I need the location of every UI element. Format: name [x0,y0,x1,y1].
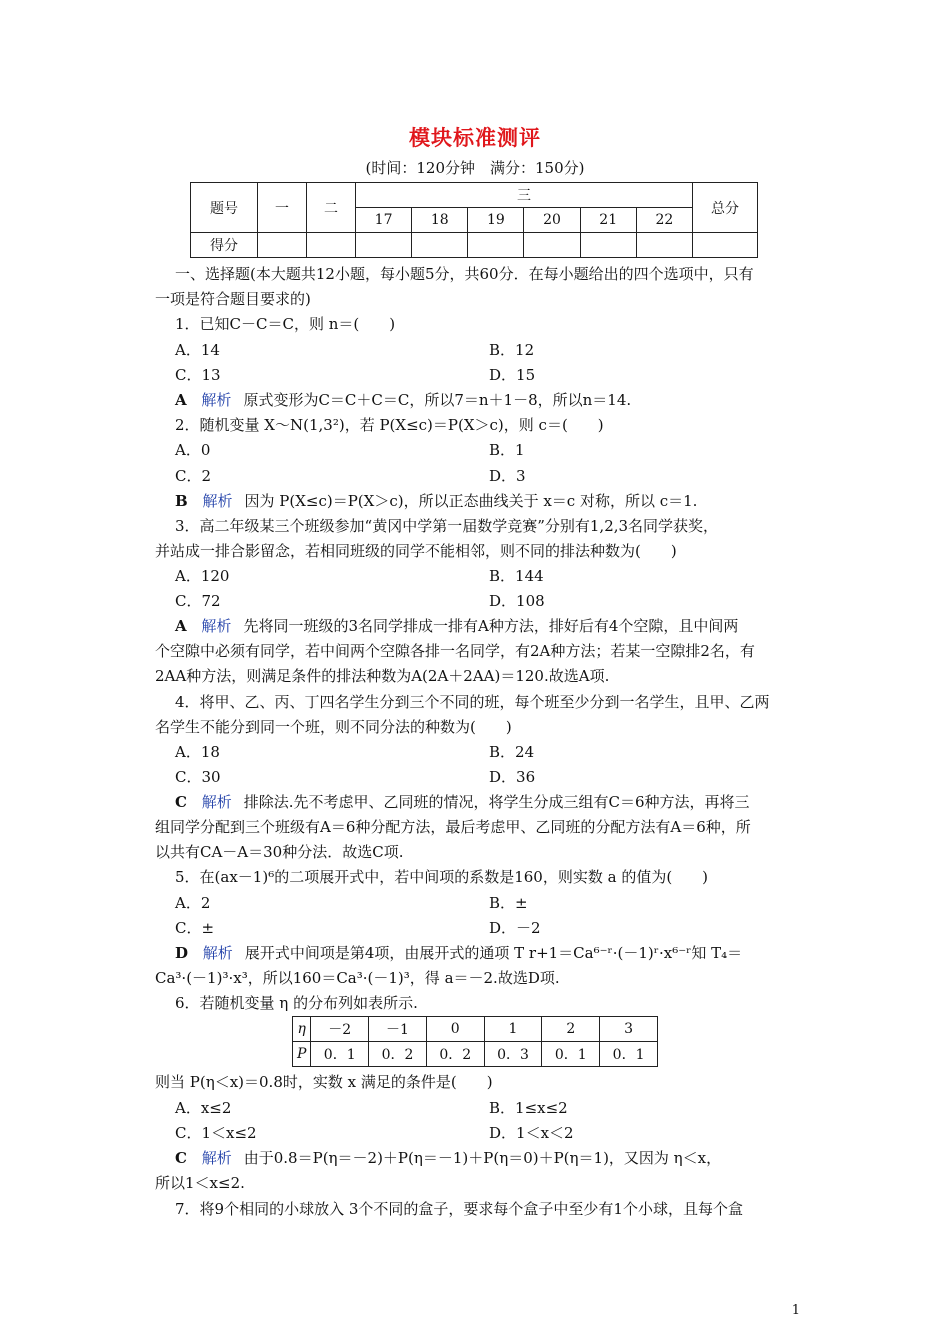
score-cell [524,233,580,258]
score-num: 19 [468,208,524,233]
q4-option-c: C．30 [175,768,221,786]
q1-explanation [175,390,631,410]
score-cell [307,233,356,258]
q3-option-a: A．120 [175,567,230,585]
question-3-stem: 3．高二年级某三个班级参加“黄冈中学第一届数学竞赛”分别有1,2,3名同学获奖， [175,517,719,535]
p-value: 0．2 [426,1042,484,1067]
analysis-text: 排除法.先不考虑甲、乙同班的情况，将学生分成三组有C＝6种方法，再将三 [243,793,750,811]
analysis-label: 解析 [202,944,233,962]
q4-explanation-cont: 以共有CA－A＝30种分法．故选C项. [155,843,404,861]
analysis-label: 解析 [201,793,232,811]
q5-option-b: B．± [489,894,528,912]
q5-option-a: A．2 [175,894,211,912]
score-cell [580,233,636,258]
eta-value: 0 [426,1017,484,1042]
p-label: P [293,1042,311,1067]
q1-option-a: A．14 [175,341,220,359]
q2-option-c: C．2 [175,467,212,485]
p-value: 0．3 [484,1042,542,1067]
eta-value: 3 [600,1017,658,1042]
analysis-text: 先将同一班级的3名同学排成一排有A种方法，排好后有4个空隙，且中间两 [243,617,739,635]
q6-option-d: D．1＜x＜2 [489,1124,574,1142]
q6-explanation-cont: 所以1＜x≤2. [155,1174,245,1192]
score-cell [468,233,524,258]
analysis-label: 解析 [201,1149,232,1167]
answer-letter: C [175,1149,187,1167]
score-cell [636,233,692,258]
score-cell [693,233,758,258]
analysis-label: 解析 [202,492,233,510]
question-4-stem: 4．将甲、乙、丙、丁四名学生分到三个不同的班，每个班至少分到一名学生，且甲、乙两 [175,693,770,711]
p-value: 0．2 [369,1042,427,1067]
question-2-stem: 2．随机变量 X～N(1,3²)，若 P(X≤c)＝P(X＞c)，则 c＝( ) [175,416,604,434]
answer-letter: C [175,793,187,811]
question-3-stem-cont: 并站成一排合影留念，若相同班级的同学不能相邻，则不同的排法种数为( ) [155,542,677,560]
q4-option-d: D．36 [489,768,536,786]
score-cell [412,233,468,258]
score-num: 17 [356,208,412,233]
score-num: 18 [412,208,468,233]
answer-letter: B [175,492,188,510]
q3-explanation-cont: 2AA种方法，则满足条件的排法种数为A(2A＋2AA)＝120.故选A项. [155,667,610,685]
q1-option-b: B．12 [489,341,535,359]
q4-explanation [175,792,750,812]
score-cell [258,233,307,258]
q5-option-c: C．± [175,919,215,937]
q2-option-b: B．1 [489,441,525,459]
score-num: 20 [524,208,580,233]
q5-explanation [175,943,742,963]
q3-explanation [175,616,738,636]
page-title: 模块标准测评 [409,125,541,150]
q6-option-a: A．x≤2 [175,1099,232,1117]
score-cell [356,233,412,258]
analysis-text: 因为 P(X≤c)＝P(X＞c)，所以正态曲线关于 x＝c 对称，所以 c＝1. [244,492,698,510]
question-6-stem-cont: 则当 P(η＜x)＝0.8时，实数 x 满足的条件是( ) [155,1073,493,1091]
q5-option-d: D．－2 [489,919,541,937]
p-value: 0．1 [542,1042,600,1067]
question-4-stem-cont: 名学生不能分到同一个班，则不同分法的种数为( ) [155,718,512,736]
p-value: 0．1 [311,1042,369,1067]
q2-option-d: D．3 [489,467,526,485]
analysis-label: 解析 [201,391,232,409]
q3-option-c: C．72 [175,592,221,610]
page-number: 1 [791,1303,800,1318]
q5-explanation-cont: Ca³·(－1)³·x³，所以160＝Ca³·(－1)³，得 a＝－2.故选D项. [155,969,560,987]
section-heading-cont: 一项是符合题目要求的) [155,290,311,308]
q2-explanation [175,491,697,511]
distribution-table [292,1016,658,1067]
analysis-text: 原式变形为C＝C＋C＝C，所以7＝n＋1－8，所以n＝14. [243,391,632,409]
eta-label: η [293,1017,311,1042]
eta-value: 1 [484,1017,542,1042]
score-header-defen: 得分 [191,233,258,258]
score-table [190,182,758,258]
question-6-stem: 6．若随机变量 η 的分布列如表所示. [175,994,418,1012]
eta-value: －2 [311,1017,369,1042]
analysis-text: 展开式中间项是第4项，由展开式的通项 T r+1＝Ca⁶⁻ʳ·(－1)ʳ·x⁶⁻ʳ知 T₄＝ [244,944,743,962]
analysis-text: 由于0.8＝P(η＝－2)＋P(η＝－1)＋P(η＝0)＋P(η＝1)，又因为 η＜x， [243,1149,722,1167]
eta-value: －1 [369,1017,427,1042]
section-heading: 一、选择题(本大题共12小题，每小题5分，共60分．在每小题给出的四个选项中，只有 [175,265,754,283]
answer-letter: A [175,391,187,409]
q2-option-a: A．0 [175,441,211,459]
score-header-1: 一 [258,183,307,233]
q4-option-b: B．24 [489,743,535,761]
score-header-total: 总分 [693,183,758,233]
question-1-stem: 1．已知C－C＝C，则 n＝( ) [175,315,396,333]
answer-letter: D [175,944,189,962]
exam-info: (时间：120分钟 满分：150分) [365,159,585,177]
score-header-tihao: 题号 [191,183,258,233]
q6-option-b: B．1≤x≤2 [489,1099,568,1117]
question-5-stem: 5．在(ax－1)⁶的二项展开式中，若中间项的系数是160，则实数 a 的值为( ) [175,868,709,886]
q1-option-d: D．15 [489,366,536,384]
score-header-2: 二 [307,183,356,233]
answer-letter: A [175,617,187,635]
p-value: 0．1 [600,1042,658,1067]
q6-option-c: C．1＜x≤2 [175,1124,257,1142]
score-num: 21 [580,208,636,233]
q1-option-c: C．13 [175,366,221,384]
q6-explanation [175,1148,721,1168]
score-num: 22 [636,208,692,233]
q3-explanation-cont: 个空隙中必须有同学，若中间两个空隙各排一名同学，有2A种方法；若某一空隙排2名，有 [155,642,755,660]
q3-option-b: B．144 [489,567,544,585]
q3-option-d: D．108 [489,592,545,610]
question-7-stem: 7．将9个相同的小球放入 3个不同的盒子，要求每个盒子中至少有1个小球，且每个盒 [175,1200,743,1218]
eta-value: 2 [542,1017,600,1042]
q4-explanation-cont: 组同学分配到三个班级有A＝6种分配方法，最后考虑甲、乙同班的分配方法有A＝6种，所 [155,818,751,836]
score-header-3: 三 [356,183,693,208]
q4-option-a: A．18 [175,743,220,761]
analysis-label: 解析 [201,617,232,635]
